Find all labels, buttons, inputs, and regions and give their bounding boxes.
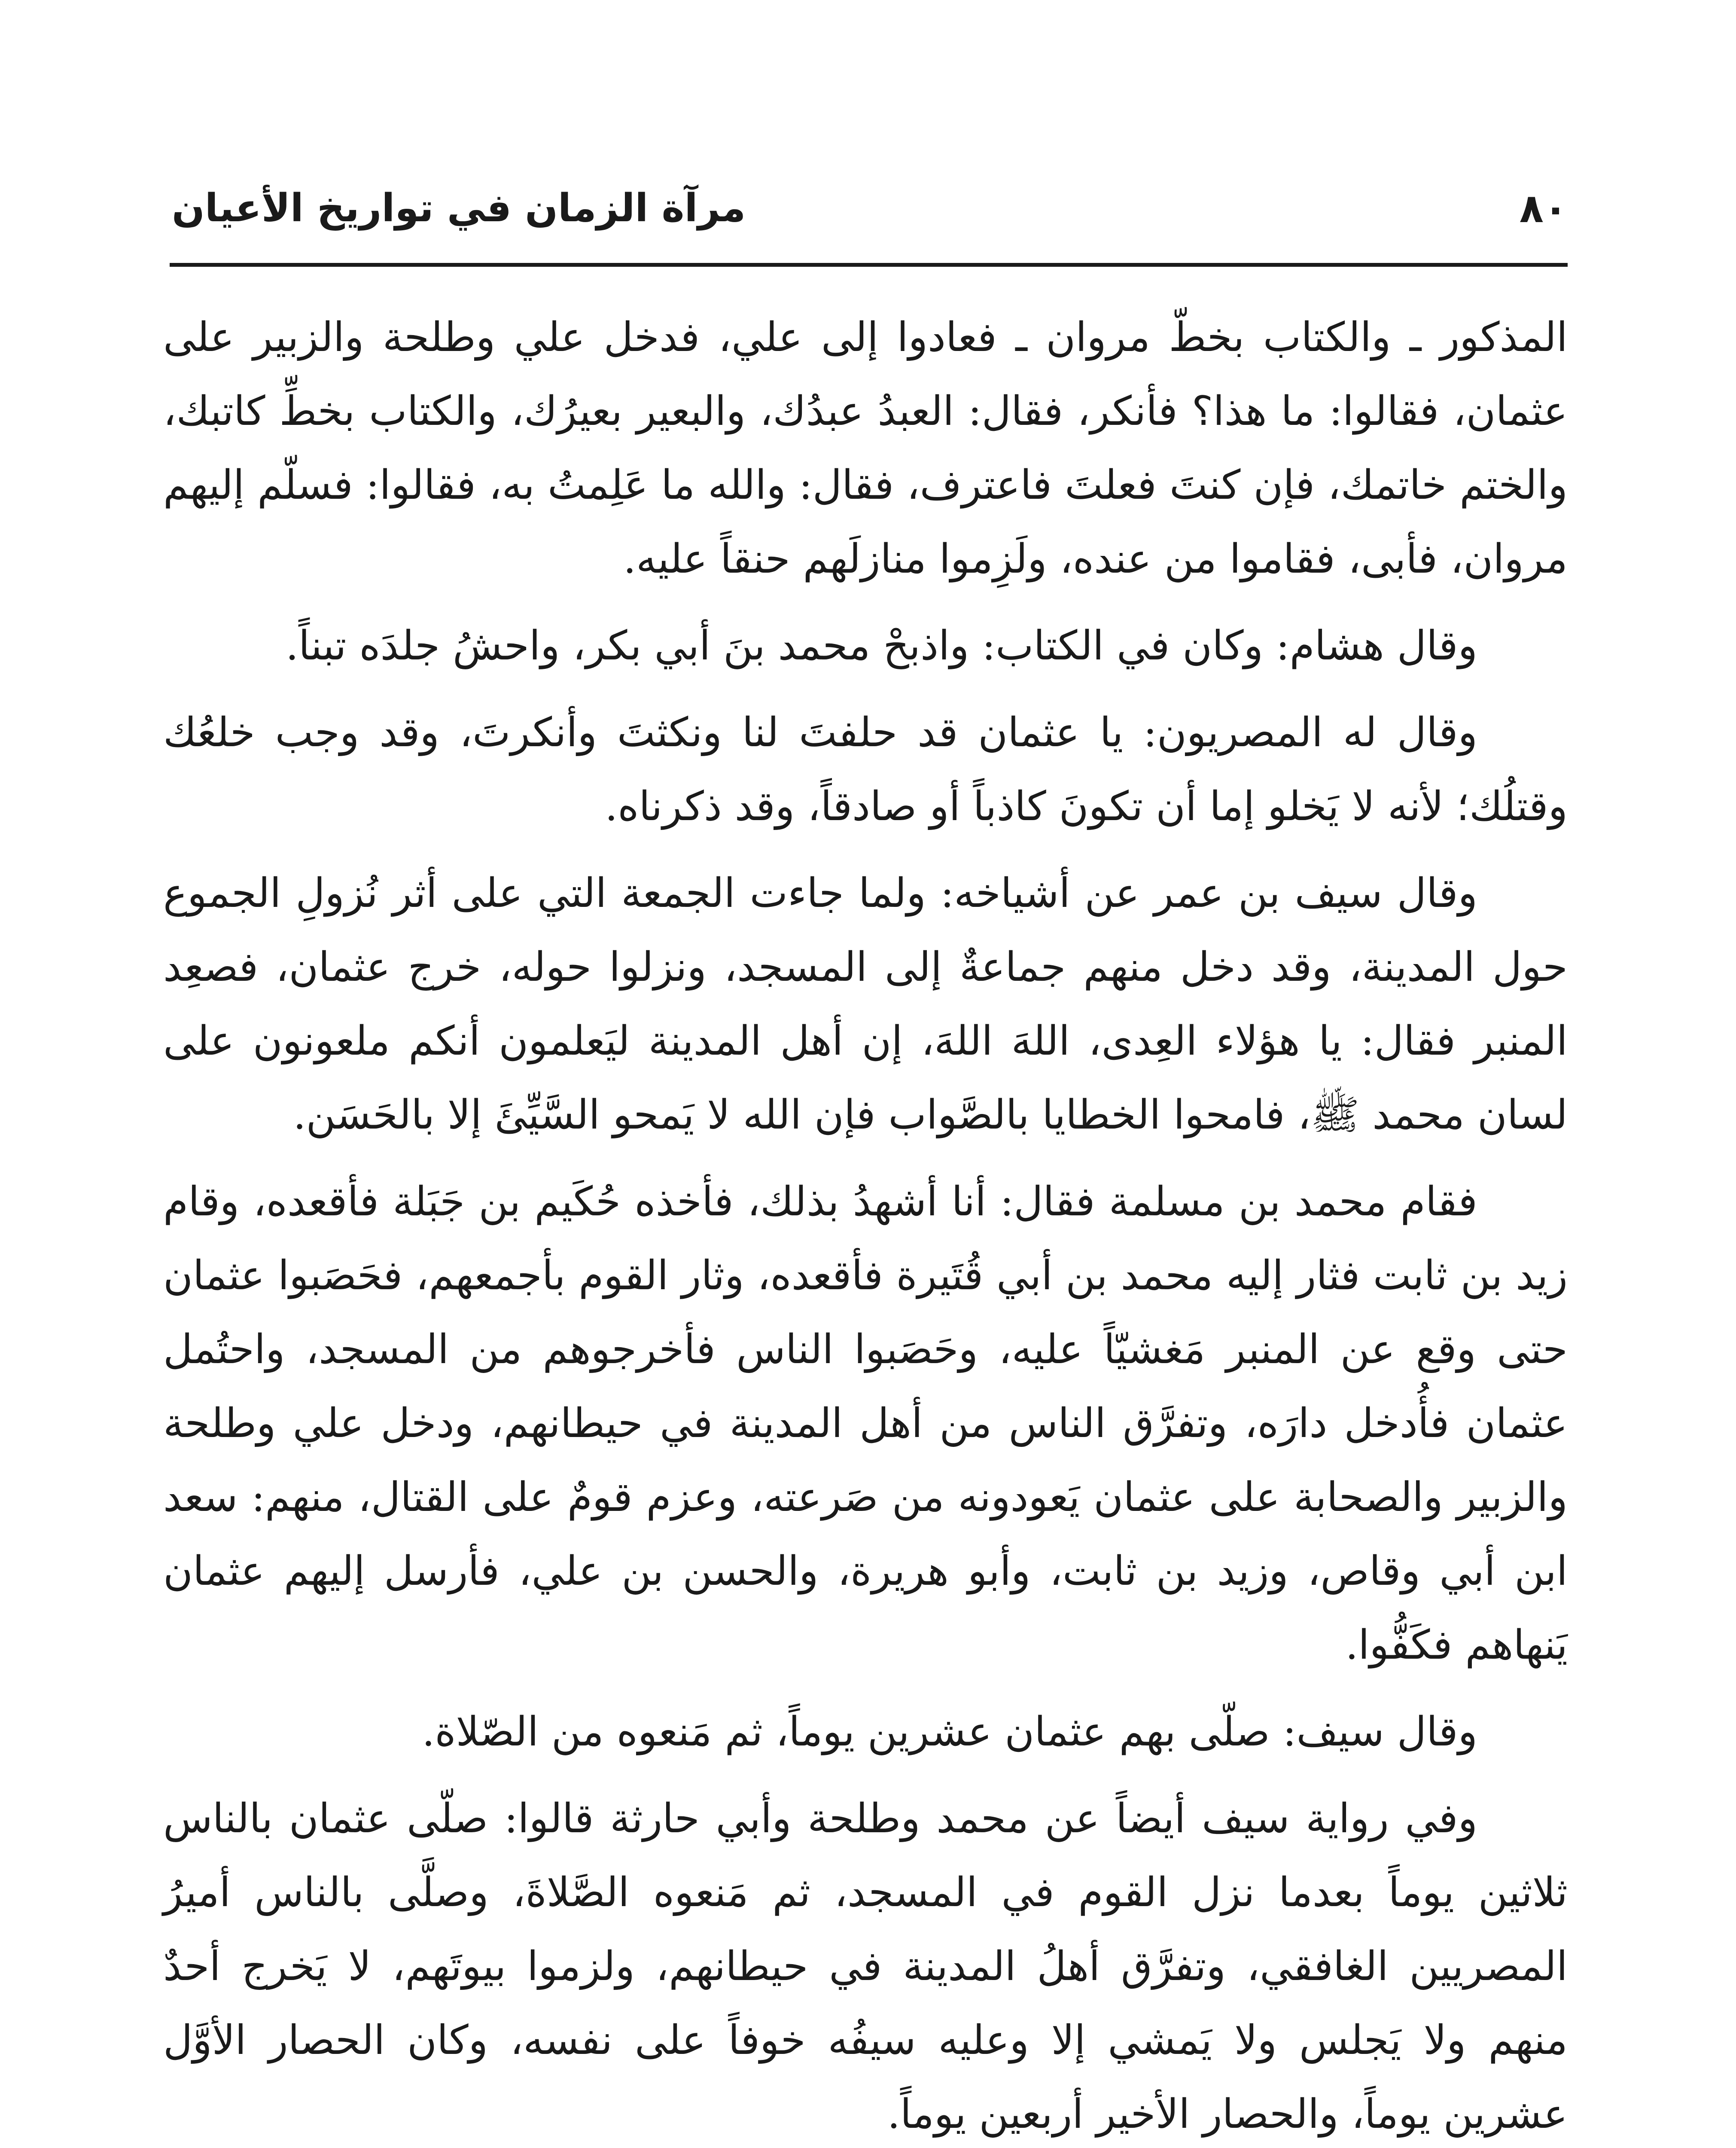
- paragraph: وقال له المصريون: يا عثمان قد حلفتَ لنا ونكثتَ وأنكرتَ، وقد وجب خلعُك وقتلُك؛ لأنه لا يَخلو إما أن تكونَ كاذباً أو صادقاً، وقد ذكرناه.: [163, 709, 1568, 830]
- paragraph: وقال سيف: صلّى بهم عثمان عشرين يوماً، ثم مَنعوه من الصّلاة.: [422, 1709, 1477, 1755]
- paragraph: وقال سيف بن عمر عن أشياخه: ولما جاءت الجمعة التي على أثر نُزولِ الجموع حول المدينة، وقد دخل منهم جماعةٌ إلى المسجد، ونزلوا حوله، خرج عثمان، فصعِد المنبر فقال: يا هؤلاء العِدى، اللهَ اللهَ، إن أهل المدينة ليَعلمون أنكم ملعونون على لسان محمد ﷺ، فامحوا الخطايا بالصَّواب فإن الله لا يَمحو السَّيِّئَ إلا بالحَسَن.: [163, 870, 1568, 1138]
- page-number: ٨٠: [1519, 186, 1568, 232]
- paragraph: وفي رواية سيف أيضاً عن محمد وطلحة وأبي حارثة قالوا: صلّى عثمان بالناس ثلاثين يوماً بعدما نزل القوم في المسجد، ثم مَنعوه الصَّلاةَ، وصلَّى بالناس أميرُ المصريين الغافقي، وتفرَّق أهلُ المدينة في حيطانهم، ولزموا بيوتَهم، لا يَخرج أحدٌ منهم ولا يَجلس ولا يَمشي إلا وعليه سيفُه خوفاً على نفسه، وكان الحصار الأوَّل عشرين يوماً، والحصار الأخير أربعين يوماً.: [163, 1795, 1568, 2138]
- page-body: [163, 301, 1568, 2148]
- running-title: مرآة الزمان في تواريخ الأعيان: [172, 186, 746, 231]
- paragraph: المذكور ـ والكتاب بخطّ مروان ـ فعادوا إلى علي، فدخل علي وطلحة والزبير على عثمان، فقالوا: ما هذا؟ فأنكر، فقال: العبدُ عبدُك، والبعير بعيرُك، والكتاب بخطِّ كاتبك، والختم خاتمك، فإن كنتَ فعلتَ فاعترف، فقال: والله ما عَلِمتُ به، فقالوا: فسلّم إليهم مروان، فأبى، فقاموا من عنده، ولَزِموا منازلَهم حنقاً عليه.: [163, 314, 1568, 583]
- paragraph: فقام محمد بن مسلمة فقال: أنا أشهدُ بذلك، فأخذه حُكَيم بن جَبَلة فأقعده، وقام زيد بن ثابت فثار إليه محمد بن أبي قُتَيرة فأقعده، وثار القوم بأجمعهم، فحَصَبوا عثمان حتى وقع عن المنبر مَغشيّاً عليه، وحَصَبوا الناس فأخرجوهم من المسجد، واحتُمل عثمان فأُدخل دارَه، وتفرَّق الناس من أهل المدينة في حيطانهم، ودخل علي وطلحة والزبير والصحابة على عثمان يَعودونه من صَرعته، وعزم قومٌ على القتال، منهم: سعد ابن أبي وقاص، وزيد بن ثابت، وأبو هريرة، والحسن بن علي، فأرسل إليهم عثمان يَنهاهم فكَفُّوا.: [163, 1178, 1568, 1669]
- header-divider: [170, 263, 1568, 267]
- page-header: [172, 163, 1568, 249]
- paragraph: وقال هشام: وكان في الكتاب: واذبحْ محمد بنَ أبي بكر، واحشُ جلدَه تبناً.: [286, 622, 1477, 669]
